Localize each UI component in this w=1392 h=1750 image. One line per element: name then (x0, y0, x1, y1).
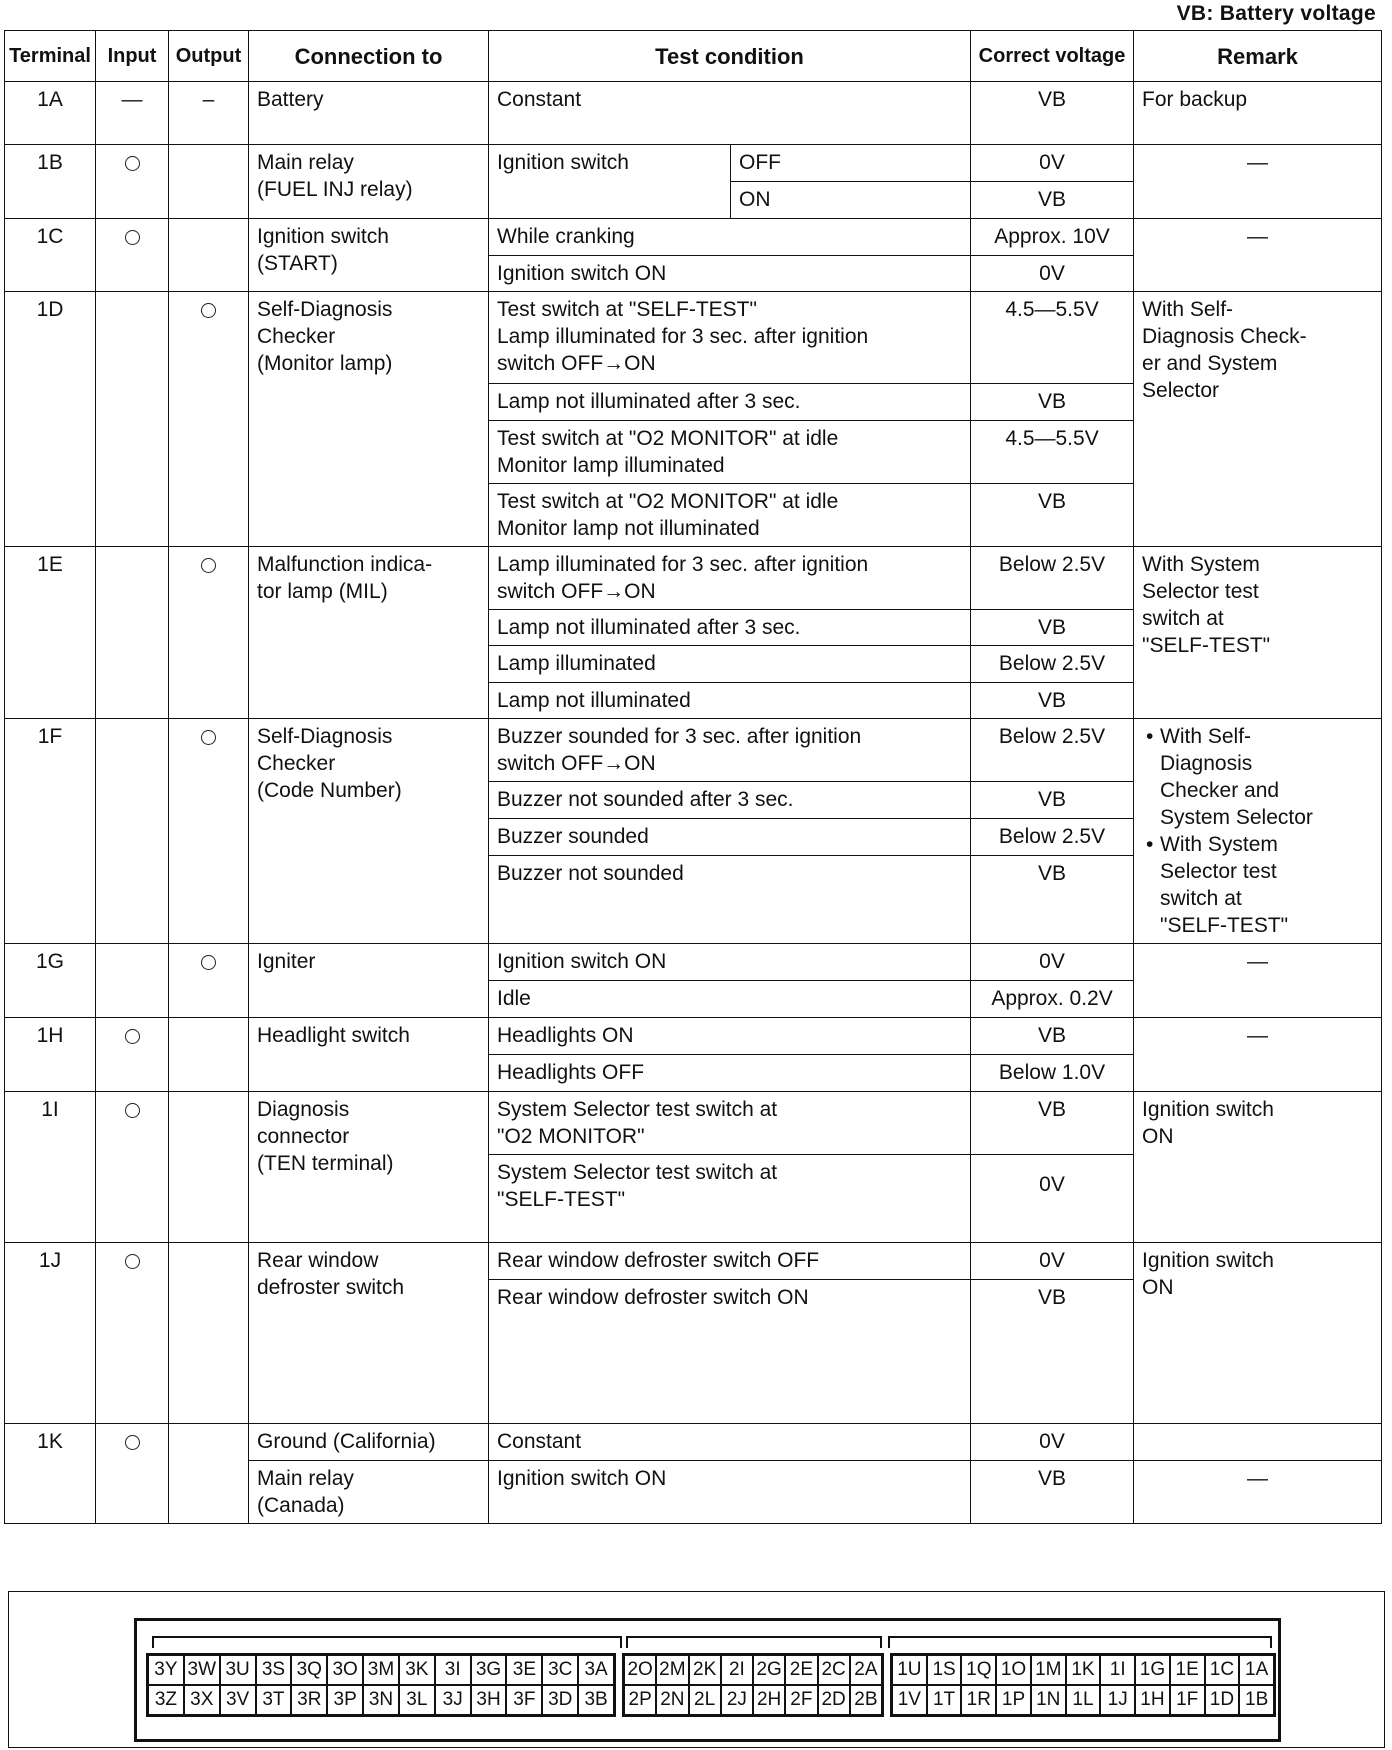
connection-cell: Rear window defroster switch (249, 1243, 489, 1424)
voltage-cell: 4.5—5.5V (971, 421, 1134, 484)
input-mark-icon (125, 1435, 140, 1450)
voltage-cell: Below 2.5V (971, 547, 1134, 610)
connector-pin: 3L (399, 1685, 435, 1715)
voltage-cell: Below 2.5V (971, 819, 1134, 856)
voltage-cell: VB (971, 182, 1134, 219)
connector-pin: 1V (892, 1685, 927, 1715)
connector-pin: 3W (184, 1655, 220, 1685)
connector-pin: 3O (327, 1655, 363, 1685)
connection-cell: Diagnosis connector (TEN terminal) (249, 1092, 489, 1243)
connector-pin: 2A (850, 1655, 882, 1685)
test-cell: Ignition switch ON (489, 944, 971, 981)
connection-cell: Ignition switch (START) (249, 219, 489, 292)
connector-pin: 1H (1135, 1685, 1170, 1715)
test-cell: Headlights ON (489, 1018, 971, 1055)
connector-pin: 1D (1205, 1685, 1240, 1715)
output-cell (169, 547, 249, 719)
table-row-1g (5, 944, 1382, 981)
input-mark-icon (125, 230, 140, 245)
output-cell (169, 1092, 249, 1243)
voltage-cell: 0V (971, 1243, 1134, 1280)
table-row-1i (5, 1092, 1382, 1155)
remark-cell (1134, 1424, 1382, 1461)
voltage-cell: VB (971, 610, 1134, 646)
connector-pin: 3G (471, 1655, 507, 1685)
test-cell: Ignition switch (489, 145, 731, 219)
terminal-cell: 1G (5, 944, 96, 1018)
input-cell (96, 719, 169, 944)
test-cell: Lamp not illuminated after 3 sec. (489, 610, 971, 646)
connector-pin: 3V (220, 1685, 256, 1715)
output-cell (169, 1018, 249, 1092)
terminal-cell: 1I (5, 1092, 96, 1243)
output-cell (169, 292, 249, 547)
connection-cell: Ground (California) (249, 1424, 489, 1461)
connector-pin: 2I (721, 1655, 753, 1685)
connector-pin: 3E (506, 1655, 542, 1685)
voltage-cell: VB (971, 384, 1134, 421)
test-cell: Buzzer not sounded after 3 sec. (489, 782, 971, 819)
connector-pin: 1S (927, 1655, 962, 1685)
test-sub-cell: ON (731, 182, 971, 219)
test-cell: System Selector test switch at "SELF-TEST" (489, 1155, 971, 1243)
voltage-cell: VB (971, 782, 1134, 819)
voltage-cell: 0V (971, 256, 1134, 292)
connector-pin: 1U (892, 1655, 927, 1685)
input-cell: — (96, 82, 169, 145)
voltage-cell: VB (971, 1018, 1134, 1055)
voltage-cell: Below 2.5V (971, 646, 1134, 683)
header-row (5, 31, 1382, 82)
connector-pin: 2O (624, 1655, 656, 1685)
test-cell: Lamp illuminated (489, 646, 971, 683)
terminal-cell: 1C (5, 219, 96, 292)
connector-pin: 2B (850, 1685, 882, 1715)
connection-cell: Malfunction indica- tor lamp (MIL) (249, 547, 489, 719)
header-test-condition: Test condition (489, 31, 971, 82)
test-cell: Buzzer sounded for 3 sec. after ignition switch OFF→ON (489, 719, 971, 782)
voltage-cell: VB (971, 484, 1134, 547)
terminal-cell: 1H (5, 1018, 96, 1092)
test-cell: Buzzer sounded (489, 819, 971, 856)
connector-pin: 2M (656, 1655, 688, 1685)
input-mark-icon (125, 1029, 140, 1044)
connector-group-3 (146, 1653, 616, 1717)
input-mark-icon (125, 156, 140, 171)
test-cell: Test switch at "SELF-TEST" Lamp illuminated for 3 sec. after ignition switch OFF→ON (489, 292, 971, 384)
voltage-cell: 0V (971, 145, 1134, 182)
header-terminal: Terminal (5, 31, 96, 82)
connector-pin: 1T (927, 1685, 962, 1715)
remark-cell: — (1134, 1461, 1382, 1524)
output-cell (169, 219, 249, 292)
voltage-cell: Approx. 10V (971, 219, 1134, 256)
connector-pin: 2F (785, 1685, 817, 1715)
connector-pin: 3H (471, 1685, 507, 1715)
remark-list (1142, 723, 1373, 939)
voltage-cell: Below 2.5V (971, 719, 1134, 782)
connector-pin: 1K (1066, 1655, 1101, 1685)
connector-pin: 2K (689, 1655, 721, 1685)
connector-pin: 3S (256, 1655, 292, 1685)
voltage-cell: VB (971, 1092, 1134, 1155)
connector-pin: 3A (578, 1655, 614, 1685)
test-cell: Test switch at "O2 MONITOR" at idle Monitor lamp illuminated (489, 421, 971, 484)
test-cell: Buzzer not sounded (489, 856, 971, 944)
test-cell: Constant (489, 1424, 971, 1461)
test-cell: System Selector test switch at "O2 MONITOR" (489, 1092, 971, 1155)
connector-pin: 2E (785, 1655, 817, 1685)
input-mark-icon (125, 1103, 140, 1118)
test-cell: Constant (489, 82, 971, 145)
input-cell (96, 145, 169, 219)
connector-group-1 (890, 1653, 1276, 1717)
connector-pin: 3C (542, 1655, 578, 1685)
connector-pin: 1F (1170, 1685, 1205, 1715)
input-cell (96, 547, 169, 719)
connector-pin: 2J (721, 1685, 753, 1715)
voltage-cell: VB (971, 1280, 1134, 1424)
output-cell (169, 145, 249, 219)
remark-item: • With System Selector test switch at "SELF-TEST" (1142, 831, 1373, 939)
table-row-1d (5, 292, 1382, 384)
test-cell: Idle (489, 981, 971, 1018)
connector-pin: 3I (435, 1655, 471, 1685)
connector-pin: 3Y (148, 1655, 184, 1685)
voltage-cell: VB (971, 82, 1134, 145)
input-cell (96, 292, 169, 547)
connector-pin: 3D (542, 1685, 578, 1715)
connector-pin: 3Q (291, 1655, 327, 1685)
remark-item: • With Self- Diagnosis Checker and System Selector (1142, 723, 1373, 831)
connection-cell: Main relay (Canada) (249, 1461, 489, 1524)
remark-cell: For backup (1134, 82, 1382, 145)
output-mark-icon (201, 558, 216, 573)
connector-pin: 2H (753, 1685, 785, 1715)
test-cell: Ignition switch ON (489, 256, 971, 292)
test-cell: Test switch at "O2 MONITOR" at idle Monitor lamp not illuminated (489, 484, 971, 547)
connection-cell: Igniter (249, 944, 489, 1018)
connector-pin: 3B (578, 1685, 614, 1715)
connector-pin: 1E (1170, 1655, 1205, 1685)
output-cell (169, 944, 249, 1018)
connector-pin: 1J (1100, 1685, 1135, 1715)
connection-cell: Main relay (FUEL INJ relay) (249, 145, 489, 219)
test-cell: Ignition switch ON (489, 1461, 971, 1524)
connector-pin: 2N (656, 1685, 688, 1715)
remark-cell: Ignition switch ON (1134, 1243, 1382, 1424)
output-mark-icon (201, 730, 216, 745)
remark-cell: — (1134, 944, 1382, 1018)
output-cell (169, 1424, 249, 1524)
terminal-cell: 1A (5, 82, 96, 145)
terminal-cell: 1K (5, 1424, 96, 1524)
test-cell: Rear window defroster switch ON (489, 1280, 971, 1424)
terminal-cell: 1J (5, 1243, 96, 1424)
remark-cell: With Self- Diagnosis Check- er and System Selector (1134, 292, 1382, 547)
connector-pin: 3T (256, 1685, 292, 1715)
remark-cell: — (1134, 1018, 1382, 1092)
connector-pin: 1Q (961, 1655, 996, 1685)
connector-pin: 3R (291, 1685, 327, 1715)
connector-pin: 3P (327, 1685, 363, 1715)
connection-cell: Self-Diagnosis Checker (Code Number) (249, 719, 489, 944)
voltage-cell: VB (971, 856, 1134, 944)
output-cell (169, 719, 249, 944)
header-connection: Connection to (249, 31, 489, 82)
input-cell (96, 944, 169, 1018)
connector-pin: 2D (818, 1685, 850, 1715)
input-cell (96, 1018, 169, 1092)
header-input: Input (96, 31, 169, 82)
connector-pin: 1N (1031, 1685, 1066, 1715)
output-cell: – (169, 82, 249, 145)
connector-pin: 1A (1239, 1655, 1274, 1685)
connector-pin: 3M (363, 1655, 399, 1685)
voltage-cell: VB (971, 683, 1134, 719)
connector-pin: 3N (363, 1685, 399, 1715)
test-sub-cell: OFF (731, 145, 971, 182)
voltage-cell: Below 1.0V (971, 1055, 1134, 1092)
output-cell (169, 1243, 249, 1424)
table-row-1k (5, 1424, 1382, 1461)
connector-pin: 2P (624, 1685, 656, 1715)
battery-voltage-legend: VB: Battery voltage (1176, 2, 1376, 25)
voltage-cell: VB (971, 1461, 1134, 1524)
table-row-1c (5, 219, 1382, 256)
connection-cell: Headlight switch (249, 1018, 489, 1092)
connector-pin: 1B (1239, 1685, 1274, 1715)
connector-pin: 3X (184, 1685, 220, 1715)
remark-cell: — (1134, 219, 1382, 292)
connector-pin: 2G (753, 1655, 785, 1685)
connector-group-2 (622, 1653, 884, 1717)
test-cell: Headlights OFF (489, 1055, 971, 1092)
connector-pin: 3U (220, 1655, 256, 1685)
voltage-cell: Approx. 0.2V (971, 981, 1134, 1018)
connector-pin: 2L (689, 1685, 721, 1715)
remark-cell: — (1134, 145, 1382, 219)
connector-pin: 1C (1205, 1655, 1240, 1685)
terminal-cell: 1D (5, 292, 96, 547)
table-row-1f (5, 719, 1382, 782)
remark-cell: Ignition switch ON (1134, 1092, 1382, 1243)
connector-pin: 1G (1135, 1655, 1170, 1685)
connector-pin: 3K (399, 1655, 435, 1685)
header-correct-voltage: Correct voltage (971, 31, 1134, 82)
connector-pin: 1I (1100, 1655, 1135, 1685)
voltage-cell: 4.5—5.5V (971, 292, 1134, 384)
connector-pin: 3F (506, 1685, 542, 1715)
voltage-cell: 0V (971, 1424, 1134, 1461)
connector-pin: 1P (996, 1685, 1031, 1715)
test-cell: Rear window defroster switch OFF (489, 1243, 971, 1280)
table-row-1e (5, 547, 1382, 610)
input-cell (96, 219, 169, 292)
connector-pin: 2C (818, 1655, 850, 1685)
output-mark-icon (201, 303, 216, 318)
connector-pin: 1M (1031, 1655, 1066, 1685)
remark-cell: With System Selector test switch at "SELF-TEST" (1134, 547, 1382, 719)
test-cell: Lamp not illuminated after 3 sec. (489, 384, 971, 421)
test-cell: While cranking (489, 219, 971, 256)
connector-pin-grid (146, 1653, 1282, 1717)
connector-latch-1 (888, 1636, 1272, 1648)
input-mark-icon (125, 1254, 140, 1269)
output-mark-icon (201, 955, 216, 970)
terminal-cell: 1F (5, 719, 96, 944)
connector-pin: 1R (961, 1685, 996, 1715)
table-row-1b (5, 145, 1382, 182)
connector-latch-2 (626, 1636, 882, 1648)
connector-pin: 3Z (148, 1685, 184, 1715)
table-row-1h (5, 1018, 1382, 1055)
header-remark: Remark (1134, 31, 1382, 82)
connector-pin: 1O (996, 1655, 1031, 1685)
connector-pin: 3J (435, 1685, 471, 1715)
table-row-1a (5, 82, 1382, 145)
connection-cell: Battery (249, 82, 489, 145)
connection-cell: Self-Diagnosis Checker (Monitor lamp) (249, 292, 489, 547)
input-cell (96, 1092, 169, 1243)
table-row-1j (5, 1243, 1382, 1280)
remark-cell (1134, 719, 1382, 944)
test-cell: Lamp illuminated for 3 sec. after ignition switch OFF→ON (489, 547, 971, 610)
voltage-cell: 0V (971, 1155, 1134, 1243)
input-cell (96, 1243, 169, 1424)
test-cell: Lamp not illuminated (489, 683, 971, 719)
terminal-cell: 1E (5, 547, 96, 719)
connector-latch-3 (152, 1636, 622, 1648)
input-cell (96, 1424, 169, 1524)
voltage-cell: 0V (971, 944, 1134, 981)
connector-pin: 1L (1066, 1685, 1101, 1715)
terminal-cell: 1B (5, 145, 96, 219)
terminal-voltage-table (4, 30, 1382, 1524)
header-output: Output (169, 31, 249, 82)
